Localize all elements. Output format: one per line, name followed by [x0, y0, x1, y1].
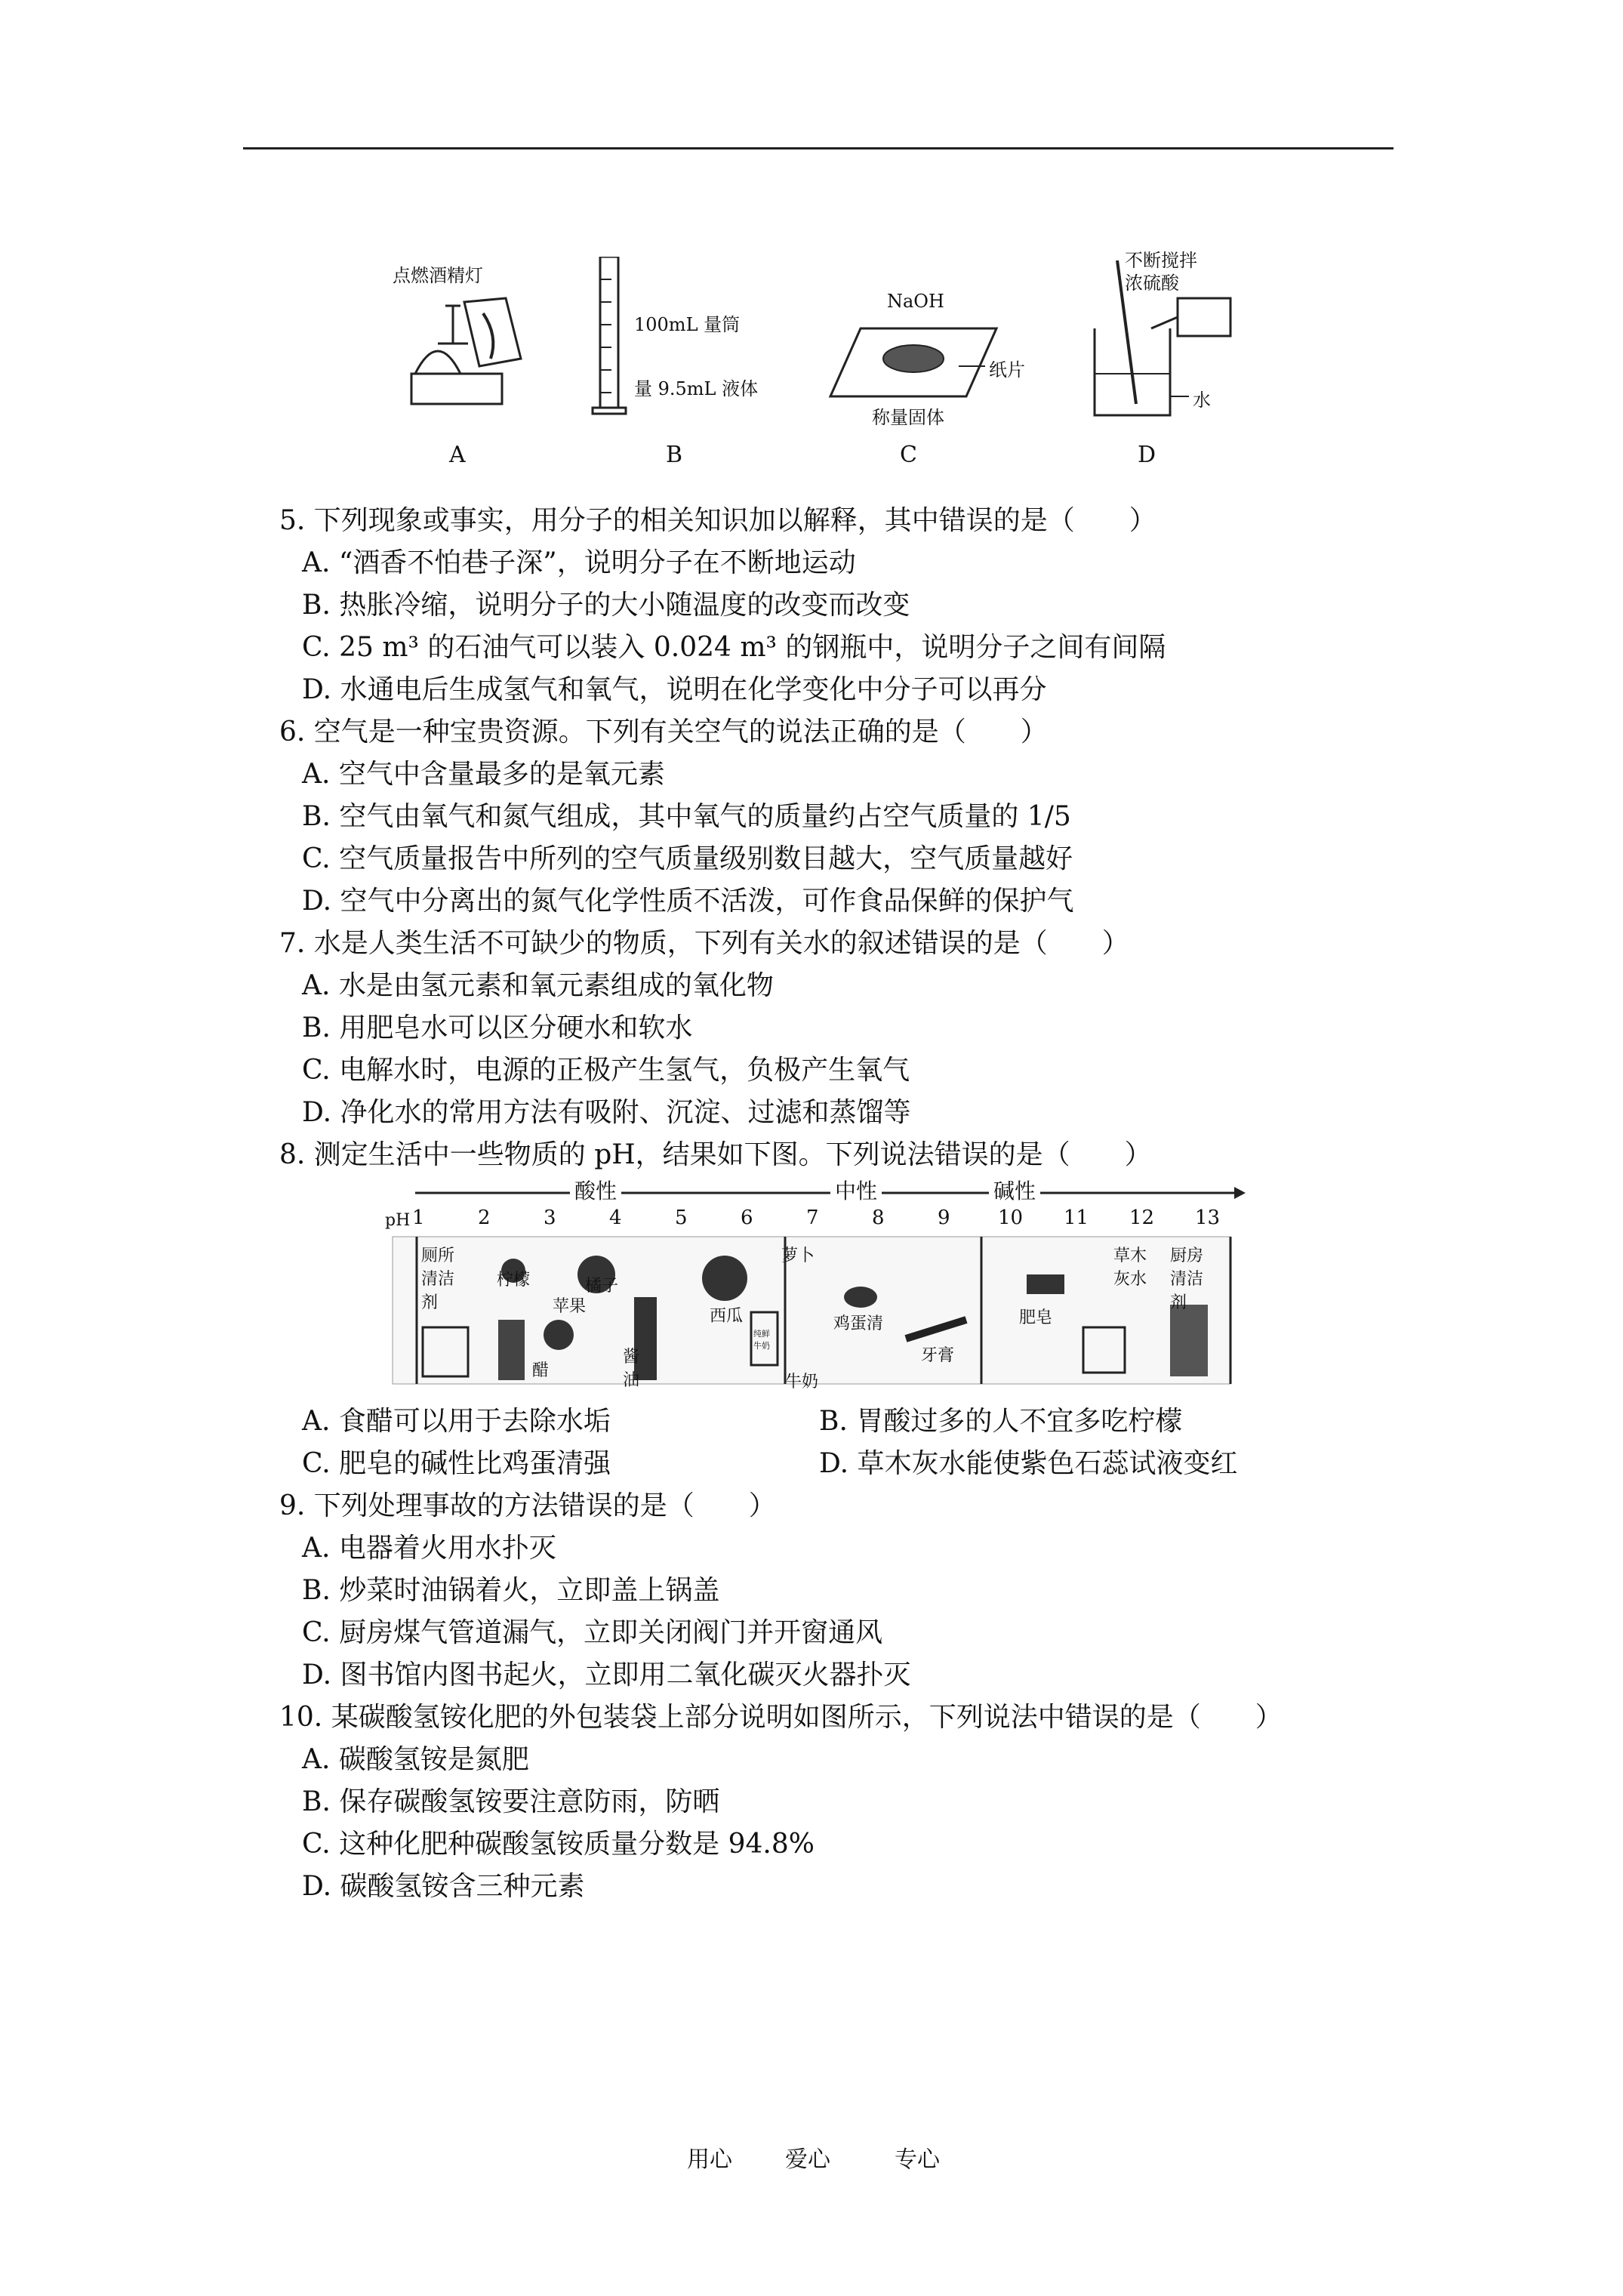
question-9-option-d: D. 图书馆内图书起火，立即用二氧化碳灭火器扑灭 — [302, 1660, 911, 1690]
question-8-option-c: C. 肥皂的碱性比鸡蛋清强 — [302, 1448, 611, 1479]
ph-axis-label: pH — [385, 1211, 411, 1230]
figure-a-caption: 点燃酒精灯 — [393, 265, 483, 286]
ph-item-ash-water: 草木灰水 — [1113, 1247, 1147, 1289]
ph-item-orange: 橘子 — [585, 1277, 619, 1296]
figure-c-weigh-caption: 称量固体 — [872, 407, 944, 428]
ph-tick-1: 1 — [412, 1207, 425, 1229]
question-6-option-b: B. 空气由氧气和氮气组成，其中氧气的质量约占空气质量的 1/5 — [302, 801, 1071, 832]
diluting-acid-drawing — [1064, 245, 1261, 427]
question-5-option-c: C. 25 m³ 的石油气可以装入 0.024 m³ 的钢瓶中，说明分子之间有间隔 — [302, 632, 1166, 663]
ph-tick-9: 9 — [938, 1207, 950, 1229]
ph-tick-8: 8 — [872, 1207, 885, 1229]
question-9-option-a: A. 电器着火用水扑灭 — [302, 1533, 556, 1564]
ph-item-apple: 苹果 — [553, 1297, 587, 1316]
figure-d-caption-2: 浓硫酸 — [1125, 273, 1179, 294]
figure-c — [815, 291, 1042, 427]
graduated-cylinder-drawing — [589, 257, 634, 423]
ph-item-toilet-cleaner: 厕所清洁剂 — [421, 1247, 455, 1312]
figure-d-caption-1: 不断搅拌 — [1125, 250, 1197, 271]
experiment-figures — [362, 245, 1268, 472]
ph-milk-box-label: 纯鲜牛奶 — [753, 1329, 770, 1351]
ph-tick-5: 5 — [675, 1207, 688, 1229]
ph-tick-10: 10 — [998, 1207, 1024, 1229]
ph-tick-6: 6 — [741, 1207, 753, 1229]
ph-item-milk: 牛奶 — [785, 1373, 819, 1391]
ph-tick-4: 4 — [609, 1207, 622, 1229]
figure-a — [393, 260, 574, 411]
question-8-option-b: B. 胃酸过多的人不宜多吃柠檬 — [819, 1406, 1183, 1437]
question-8-option-d: D. 草木灰水能使紫色石蕊试液变红 — [819, 1448, 1238, 1479]
question-8-stem: 8. 测定生活中一些物质的 pH，结果如下图。下列说法错误的是（ ） — [279, 1139, 1152, 1170]
ph-tick-12: 12 — [1129, 1207, 1155, 1229]
ph-base-label: 碱性 — [989, 1175, 1040, 1205]
ph-item-soy-sauce: 酱油 — [623, 1348, 640, 1390]
question-7-option-b: B. 用肥皂水可以区分硬水和软水 — [302, 1012, 693, 1043]
question-7-option-c: C. 电解水时，电源的正极产生氢气，负极产生氧气 — [302, 1055, 910, 1086]
ph-item-kitchen-cleaner: 厨房清洁剂 — [1170, 1247, 1204, 1312]
footer-text-1: 用心 — [687, 2147, 732, 2173]
ph-tick-13: 13 — [1195, 1207, 1221, 1229]
question-5-option-b: B. 热胀冷缩，说明分子的大小随温度的改变而改变 — [302, 590, 910, 621]
question-10-option-b: B. 保存碳酸氢铵要注意防雨，防晒 — [302, 1786, 720, 1817]
question-10-stem: 10. 某碳酸氢铵化肥的外包装袋上部分说明如图所示，下列说法中错误的是（ ） — [279, 1702, 1283, 1733]
question-5-option-a: A. “酒香不怕巷子深”，说明分子在不断地运动 — [302, 547, 856, 578]
figure-c-label: C — [900, 442, 917, 468]
ph-item-watermelon: 西瓜 — [710, 1307, 744, 1326]
question-6-option-c: C. 空气质量报告中所列的空气质量级别数目越大，空气质量越好 — [302, 843, 1073, 874]
ph-tick-11: 11 — [1064, 1207, 1089, 1229]
question-8-option-a: A. 食醋可以用于去除水垢 — [302, 1406, 611, 1437]
question-7-stem: 7. 水是人类生活不可缺少的物质，下列有关水的叙述错误的是（ ） — [279, 928, 1129, 959]
footer-text-3: 专心 — [895, 2147, 940, 2173]
question-6-option-d: D. 空气中分离出的氮气化学性质不活泼，可作食品保鲜的保护气 — [302, 886, 1074, 917]
figure-b-label: B — [666, 442, 683, 468]
figure-c-paper-caption: 纸片 — [989, 359, 1025, 381]
ph-tick-3: 3 — [544, 1207, 556, 1229]
question-10-option-d: D. 碳酸氢铵含三种元素 — [302, 1871, 585, 1902]
question-6-option-a: A. 空气中含量最多的是氧元素 — [302, 759, 665, 790]
question-10-option-c: C. 这种化肥种碳酸氢铵质量分数是 94.8% — [302, 1829, 815, 1860]
ph-item-soap: 肥皂 — [1019, 1308, 1053, 1327]
figure-c-naoh-caption: NaOH — [887, 291, 944, 312]
alcohol-lamp-drawing — [393, 260, 574, 411]
figure-d-water-caption: 水 — [1193, 390, 1211, 411]
question-10-option-a: A. 碳酸氢铵是氮肥 — [302, 1744, 529, 1775]
question-5-option-d: D. 水通电后生成氢气和氧气，说明在化学变化中分子可以再分 — [302, 674, 1047, 705]
question-9-option-c: C. 厨房煤气管道漏气，立即关闭阀门并开窗通风 — [302, 1617, 883, 1648]
header-rule — [243, 147, 1394, 149]
ph-tick-2: 2 — [478, 1207, 491, 1229]
figure-d-label: D — [1138, 442, 1156, 468]
question-9-stem: 9. 下列处理事故的方法错误的是（ ） — [279, 1490, 776, 1521]
ph-item-lemon: 柠檬 — [497, 1271, 531, 1290]
question-7-option-a: A. 水是由氢元素和氧元素组成的氧化物 — [302, 970, 774, 1001]
figure-b — [589, 257, 770, 423]
ph-neutral-label: 中性 — [830, 1175, 882, 1205]
ph-item-egg-white: 鸡蛋清 — [833, 1314, 884, 1333]
ph-item-vinegar: 醋 — [532, 1361, 550, 1380]
question-5-stem: 5. 下列现象或事实，用分子的相关知识加以解释，其中错误的是（ ） — [279, 505, 1156, 536]
question-7-option-d: D. 净化水的常用方法有吸附、沉淀、过滤和蒸馏等 — [302, 1097, 911, 1128]
ph-item-radish: 萝卜 — [781, 1247, 815, 1265]
figure-b-caption-1: 100mL 量筒 — [634, 314, 741, 335]
figure-b-caption-2: 量 9.5mL 液体 — [634, 378, 759, 399]
figure-a-label: A — [449, 442, 466, 468]
ph-tick-7: 7 — [806, 1207, 819, 1229]
ph-acid-label: 酸性 — [570, 1175, 621, 1205]
figure-d — [1064, 245, 1261, 427]
question-9-option-b: B. 炒菜时油锅着火，立即盖上锅盖 — [302, 1575, 720, 1606]
question-6-stem: 6. 空气是一种宝贵资源。下列有关空气的说法正确的是（ ） — [279, 717, 1048, 747]
ph-item-toothpaste: 牙膏 — [921, 1346, 955, 1365]
ph-chart — [377, 1179, 1246, 1391]
footer-text-2: 爱心 — [785, 2147, 830, 2173]
